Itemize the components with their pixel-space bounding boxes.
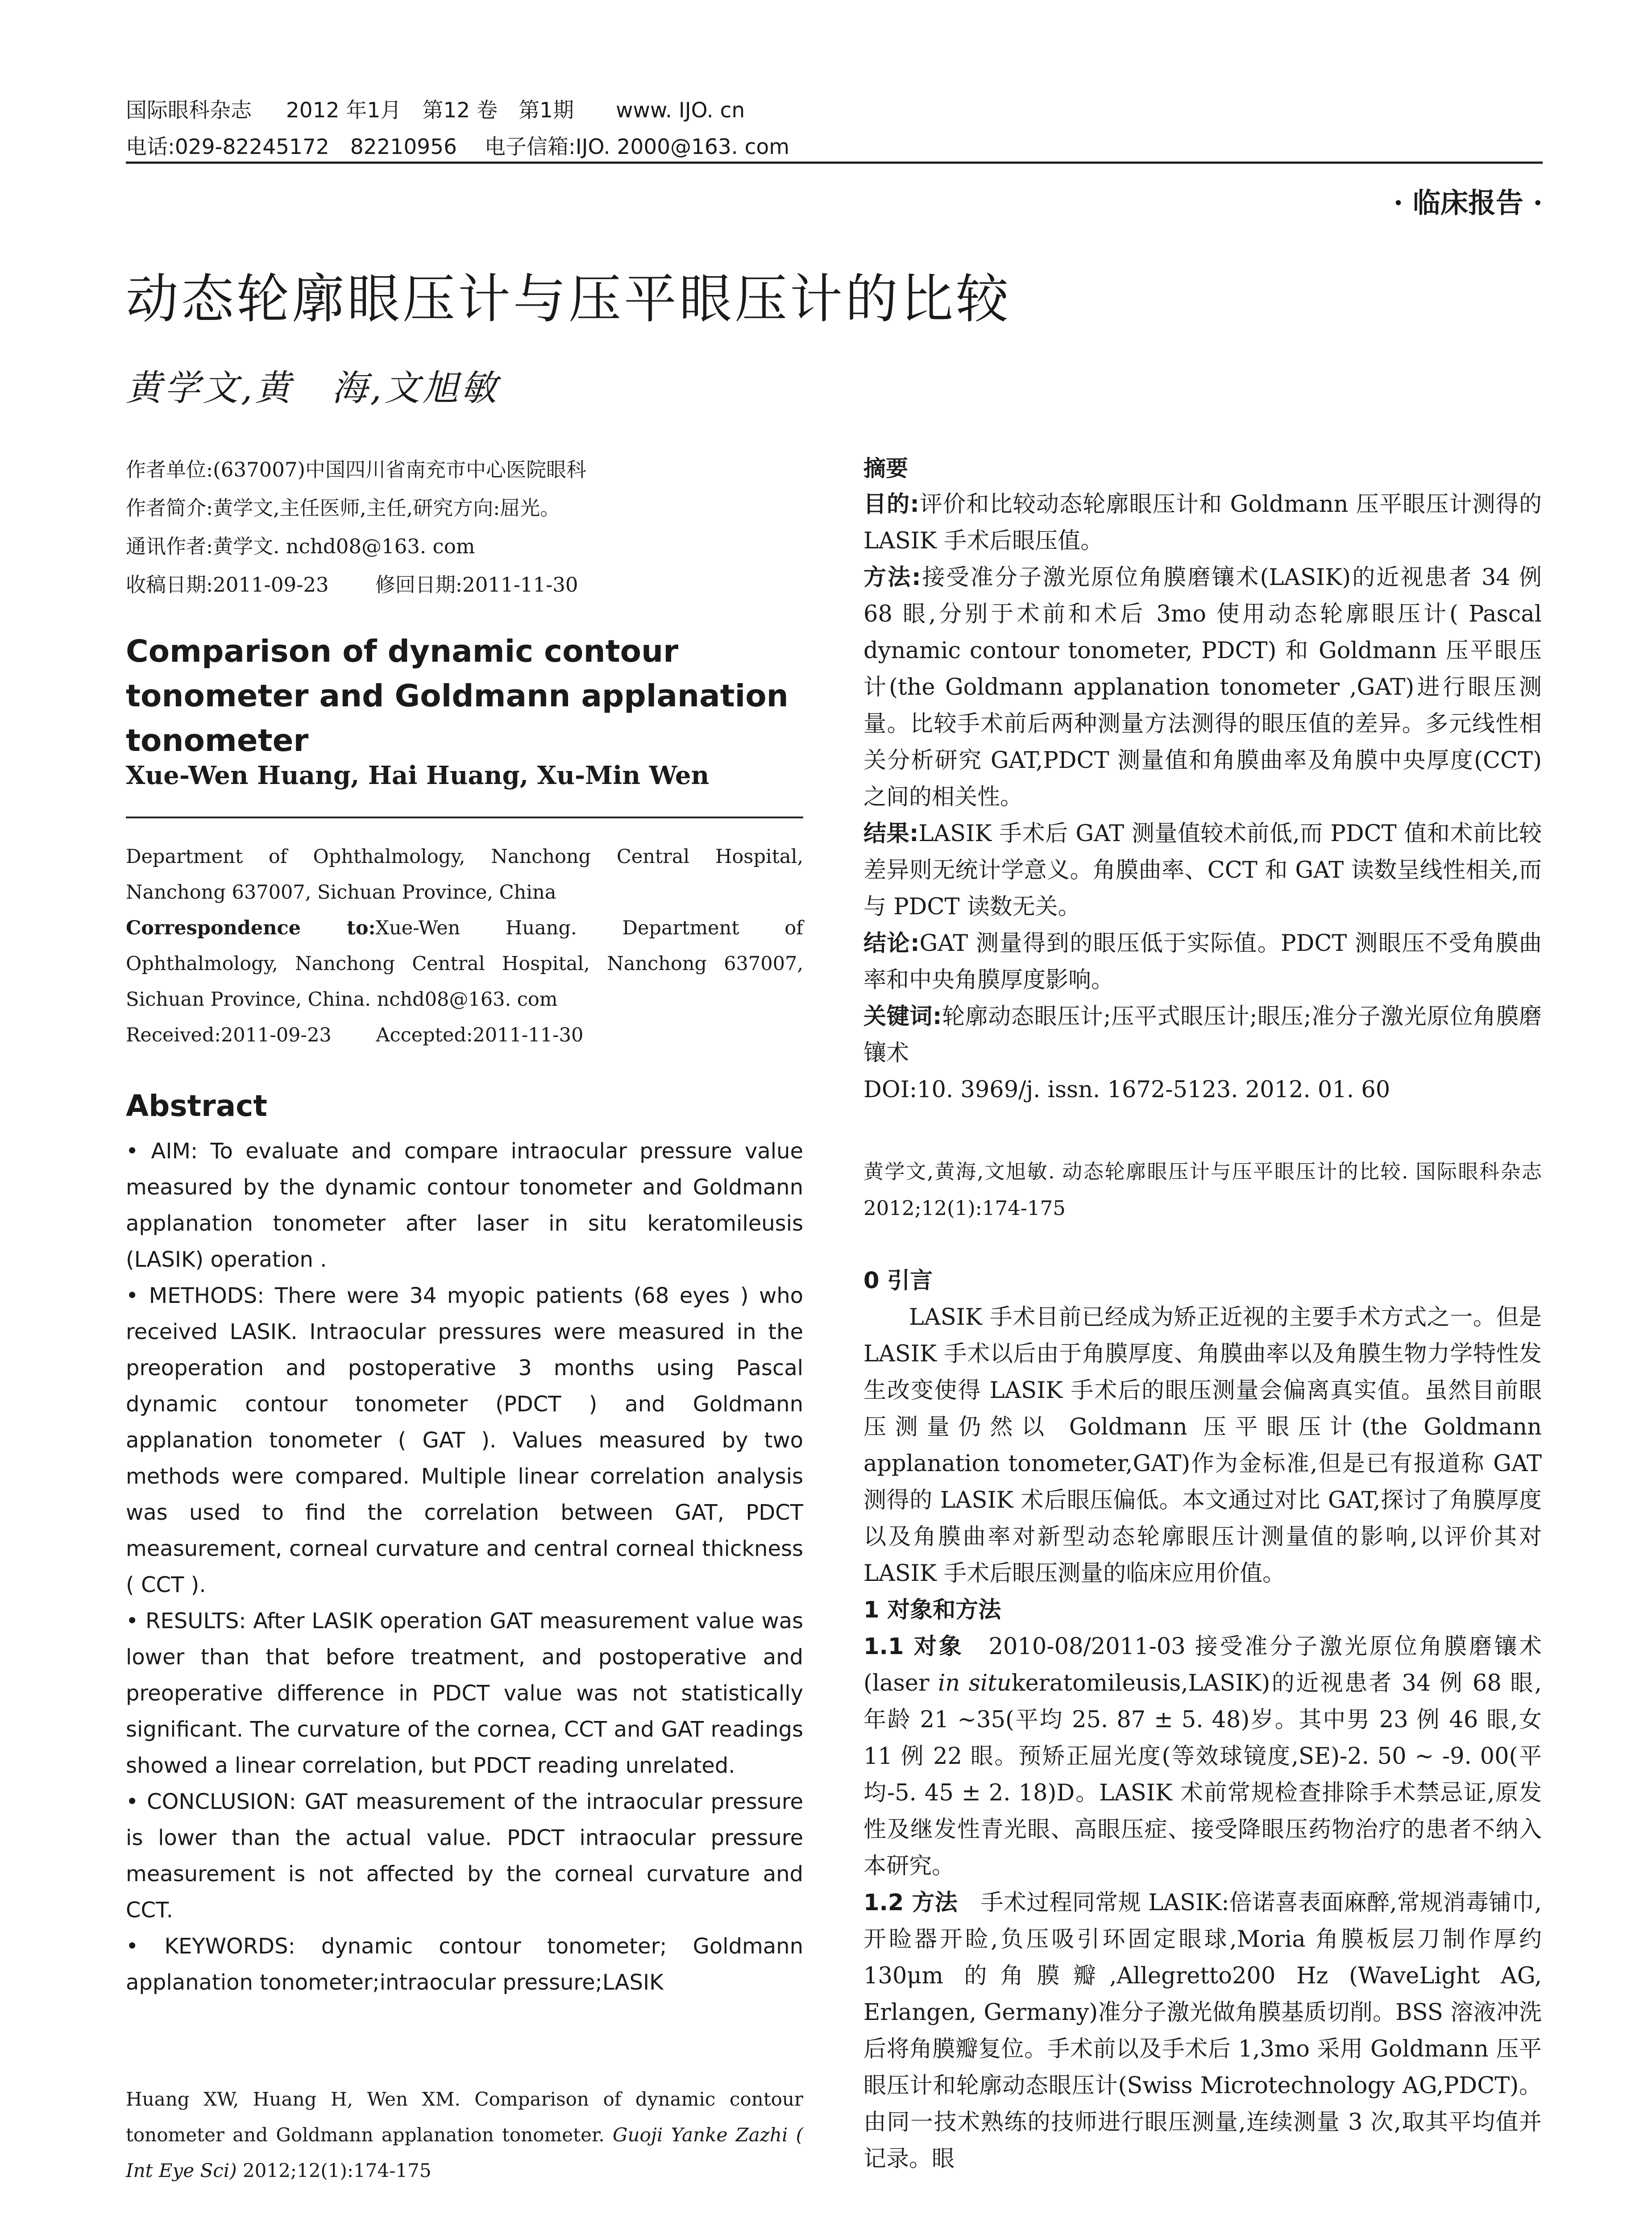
zy-keywords <box>863 999 1542 1072</box>
zy-aim-label: 目的: <box>863 491 919 518</box>
correspondence-text: Xue-Wen Huang. Department of Ophthalmology, Nanchong Central Hospital, Nanchong 637007, Sichuan Province, China. nchd08@163. com <box>126 917 803 1011</box>
zy-results <box>863 816 1542 925</box>
english-divider <box>126 817 803 818</box>
section12-text: 手术过程同常规 LASIK:倍诺喜表面麻醉,常规消毒铺巾,开睑器开睑,负压吸引环固定眼球,Moria 角膜板层刀制作厚约 130μm 的角膜瓣,Allegretto200 Hz (WaveLight AG, Erlangen, Germany)准分子激光做角膜基质切削。BSS 溶液冲洗后将角膜瓣复位。手术前以及手术后 1,3mo 采用 Goldmann 压平眼压计和轮廓动态眼压计(Swiss Microtechnology AG,PDCT)。由同一技术熟练的技师进行眼压测量,连续测量 3 次,取其平均值并记录。眼 <box>863 1890 1542 2172</box>
section11-text-a: 2010-08/2011-03 接受准分子激光原位角膜磨镶术(laser <box>863 1634 1542 1696</box>
chinese-citation: 黄学文,黄海,文旭敏. 动态轮廓眼压计与压平眼压计的比较. 国际眼科杂志 2012;12(1):174-175 <box>863 1160 1542 1220</box>
section1-heading: 1 对象和方法 <box>863 1597 1001 1623</box>
english-affiliation-block <box>126 839 803 1053</box>
citation-en-journal: Guoji Yanke Zazhi ( Int Eye Sci) <box>126 2124 803 2181</box>
section11-italic: in situ <box>938 1670 1012 1696</box>
header-divider <box>126 162 1543 164</box>
zy-methods <box>863 560 1542 816</box>
section12-label: 1.2 方法 <box>863 1890 958 1916</box>
zy-aim <box>863 486 1542 560</box>
abstract-body <box>126 1133 803 2001</box>
citation-en-authors-title: Huang XW, Huang H, Wen XM. Comparison of dynamic contour tonometer and Goldmann applanation tonometer. <box>126 2088 803 2146</box>
english-citation <box>126 2082 803 2189</box>
corresponding-author: 通讯作者:黄学文. nchd08@163. com <box>126 535 475 558</box>
zy-conclusion <box>863 925 1542 999</box>
article-authors: 黄学文,黄 海,文旭敏 <box>126 367 499 409</box>
article-title: 动态轮廓眼压计与压平眼压计的比较 <box>126 268 1012 330</box>
correspondence-label: Correspondence to: <box>126 917 376 939</box>
zy-methods-label: 方法: <box>863 564 921 591</box>
intro-paragraph: LASIK 手术目前已经成为矫正近视的主要手术方式之一。但是 LASIK 手术以后由于角膜厚度、角膜曲率以及角膜生物力学特性发生改变使得 LASIK 手术后的眼压测量会偏离真实值。虽然目前眼压测量仍然以 Goldmann 压平眼压计(the Goldmann applanation tonometer,GAT)作为金标准,但是已有报道称 GAT 测得的 LASIK 术后眼压偏低。本文通过对比 GAT,探讨了角膜厚度以及角膜曲率对新型动态轮廓眼压计测量值的影响,以评价其对 LASIK 手术后眼压测量的临床应用价值。 <box>863 1304 1542 1587</box>
abstract-heading: Abstract <box>126 1089 267 1123</box>
abstract-results: • RESULTS: After LASIK operation GAT measurement value was lower than that before treatment, and postoperative and preoperative difference in PDCT value was not statistically significant. The curvature of the cornea, CCT and GAT readings showed a linear correlation, but PDCT reading unrelated. <box>126 1609 803 1778</box>
abstract-keywords: • KEYWORDS: dynamic contour tonometer; Goldmann applanation tonometer;intraocular pressure;LASIK <box>126 1934 803 1995</box>
author-unit: 作者单位:(637007)中国四川省南充市中心医院眼科 <box>126 458 587 481</box>
abstract-methods: • METHODS: There were 34 myopic patients (68 eyes ) who received LASIK. Intraocular pressures were measured in the preoperation and postoperative 3 months using Pascal dynamic contour tonometer (PDCT ) and Goldmann applanation tonometer ( GAT ). Values measured by two methods were compared. Multiple linear correlation analysis was used to find the correlation between GAT, PDCT measurement, corneal curvature and central corneal thickness ( CCT ). <box>126 1283 803 1597</box>
zy-aim-text: 评价和比较动态轮廓眼压计和 Goldmann 压平眼压计测得的 LASIK 手术后眼压值。 <box>863 491 1542 554</box>
zy-results-text: LASIK 手术后 GAT 测量值较术前低,而 PDCT 值和术前比较差异则无统计学意义。角膜曲率、CCT 和 GAT 读数呈线性相关,而与 PDCT 读数无关。 <box>863 821 1542 920</box>
citation-en-volume: 2012;12(1):174-175 <box>242 2160 432 2181</box>
intro-heading: 0 引言 <box>863 1268 933 1294</box>
dates: 收稿日期:2011-09-23 修回日期:2011-11-30 <box>126 573 578 597</box>
section-label: · 临床报告 · <box>1393 187 1543 219</box>
article-body <box>863 1263 1542 2177</box>
abstract-aim: • AIM: To evaluate and compare intraocular pressure value measured by the dynamic contour tonometer and Goldmann applanation tonometer after laser in situ keratomileusis (LASIK) operation . <box>126 1139 803 1272</box>
received-accepted: Received:2011-09-23 Accepted:2011-11-30 <box>126 1024 584 1046</box>
section11-text-b: keratomileusis,LASIK)的近视患者 34 例 68 眼,年龄 21 ~35(平均 25. 87 ± 5. 48)岁。其中男 23 例 46 眼,女 11 例 22 眼。预矫正屈光度(等效球镜度,SE)-2. 50 ~ -9. 00(平均-5. 45 ± 2. 18)D。LASIK 术前常规检查排除手术禁忌证,原发性及继发性青光眼、高眼压症、接受降眼压药物治疗的患者不纳入本研究。 <box>863 1670 1542 1879</box>
zy-methods-text: 接受准分子激光原位角膜磨镶术(LASIK)的近视患者 34 例 68 眼,分别于术前和术后 3mo 使用动态轮廓眼压计( Pascal dynamic contour tonometer, PDCT) 和 Goldmann 压平眼压计(the Goldmann applanation tonometer ,GAT)进行眼压测量。比较手术前后两种测量方法测得的眼压值的差异。多元线性相关分析研究 GAT,PDCT 测量值和角膜曲率及角膜中央厚度(CCT)之间的相关性。 <box>863 564 1542 810</box>
chinese-abstract-heading: 摘要 <box>863 456 908 481</box>
zy-doi: DOI:10. 3969/j. issn. 1672-5123. 2012. 01. 60 <box>863 1077 1391 1103</box>
zy-conclusion-label: 结论: <box>863 930 920 957</box>
correspondence <box>126 910 803 1017</box>
section12-paragraph <box>863 1885 1542 2177</box>
english-title: Comparison of dynamic contour tonometer and Goldmann applanation tonometer <box>126 634 789 759</box>
zy-conclusion-text: GAT 测量得到的眼压低于实际值。PDCT 测眼压不受角膜曲率和中央角膜厚度影响。 <box>863 930 1542 993</box>
journal-header-line1: 国际眼科杂志 2012 年1月 第12 卷 第1期 www. IJO. cn <box>126 98 745 123</box>
author-bio: 作者简介:黄学文,主任医师,主任,研究方向:屈光。 <box>126 496 560 520</box>
english-authors: Xue-Wen Huang, Hai Huang, Xu-Min Wen <box>126 761 710 790</box>
author-meta <box>126 451 803 604</box>
zy-results-label: 结果: <box>863 821 919 847</box>
affiliation: Department of Ophthalmology, Nanchong Central Hospital, Nanchong 637007, Sichuan Province, China <box>126 846 803 904</box>
section11-paragraph <box>863 1629 1542 1885</box>
chinese-abstract-body <box>863 486 1542 1108</box>
journal-header-line2: 电话:029-82245172 82210956 电子信箱:IJO. 2000@163. com <box>126 135 789 159</box>
zy-keywords-label: 关键词: <box>863 1004 942 1030</box>
section11-label: 1.1 对象 <box>863 1634 964 1660</box>
zy-keywords-text: 轮廓动态眼压计;压平式眼压计;眼压;准分子激光原位角膜磨镶术 <box>863 1004 1542 1066</box>
abstract-conclusion: • CONCLUSION: GAT measurement of the intraocular pressure is lower than the actual value. PDCT intraocular pressure measurement is not affected by the corneal curvature and CCT. <box>126 1789 803 1923</box>
